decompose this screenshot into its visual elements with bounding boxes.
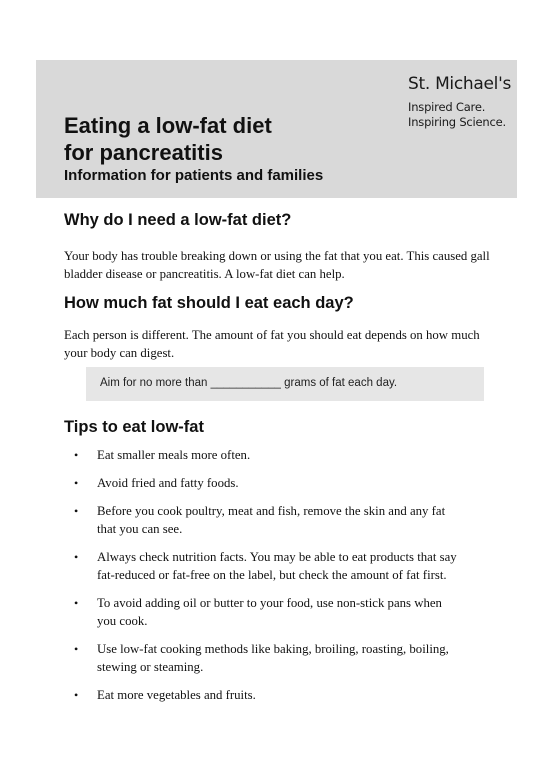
tip-text: Before you cook poultry, meat and fish, remove the skin and any fat that you can see. bbox=[97, 504, 446, 536]
fat-goal-note: Aim for no more than ___________ grams of fat each day. bbox=[100, 377, 398, 389]
bullet-icon: • bbox=[74, 476, 79, 490]
header-banner bbox=[36, 60, 517, 198]
tips-list bbox=[64, 446, 464, 714]
bullet-icon: • bbox=[74, 448, 79, 462]
tip-text: Always check nutrition facts. You may be able to eat products that say fat-reduced or fat-free on the label, but check the amount of fat first. bbox=[97, 550, 457, 582]
tip-text: Eat more vegetables and fruits. bbox=[97, 688, 256, 702]
list-item bbox=[64, 446, 464, 464]
fat-goal-note-box bbox=[86, 367, 484, 401]
why-body: Your body has trouble breaking down or using the fat that you eat. This caused gall bladder disease or pancreatitis. A low-fat diet can help. bbox=[64, 249, 490, 281]
how-much-body: Each person is different. The amount of fat you should eat depends on how much your body can digest. bbox=[64, 328, 480, 360]
list-item bbox=[64, 502, 464, 538]
page-subtitle: Information for patients and families bbox=[64, 167, 324, 184]
why-heading: Why do I need a low-fat diet? bbox=[64, 211, 292, 229]
bullet-icon: • bbox=[74, 642, 79, 656]
tips-heading: Tips to eat low-fat bbox=[64, 418, 204, 436]
title-line-2: for pancreatitis bbox=[64, 140, 223, 165]
bullet-icon: • bbox=[74, 688, 79, 702]
tip-text: Eat smaller meals more often. bbox=[97, 448, 251, 462]
logo-tagline-2: Inspiring Science. bbox=[408, 115, 506, 129]
list-item bbox=[64, 640, 464, 676]
list-item bbox=[64, 686, 464, 704]
bullet-icon: • bbox=[74, 596, 79, 610]
bullet-icon: • bbox=[74, 504, 79, 518]
tip-text: Use low-fat cooking methods like baking, broiling, roasting, boiling, stewing or steaming. bbox=[97, 642, 449, 674]
logo-tagline-1: Inspired Care. bbox=[408, 100, 486, 114]
page-title bbox=[64, 112, 364, 166]
list-item bbox=[64, 548, 464, 584]
list-item bbox=[64, 594, 464, 630]
bullet-icon: • bbox=[74, 550, 79, 564]
tip-text: Avoid fried and fatty foods. bbox=[97, 476, 239, 490]
how-much-heading: How much fat should I eat each day? bbox=[64, 294, 354, 312]
logo-name: St. Michael's bbox=[408, 74, 512, 94]
title-line-1: Eating a low-fat diet bbox=[64, 113, 272, 138]
tip-text: To avoid adding oil or butter to your food, use non-stick pans when you cook. bbox=[97, 596, 442, 628]
list-item bbox=[64, 474, 464, 492]
